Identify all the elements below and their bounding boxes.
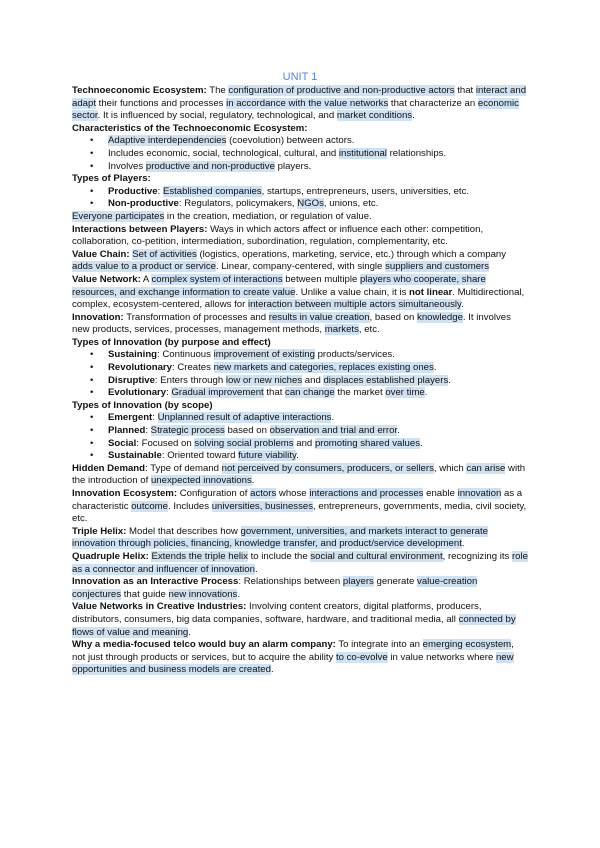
text: Ways in which actors affect or influence each other: competition, collaboration, co-petition, intermediation, subordination, regulation, complementarity, etc.	[72, 223, 484, 248]
text: and	[293, 437, 315, 449]
bold-term: Innovation as an Interactive Process	[72, 576, 239, 588]
highlighted-text: social and cultural environment	[310, 550, 443, 562]
text: :	[152, 412, 158, 424]
text: . It is influenced by social, regulatory, technological, and	[97, 110, 337, 122]
highlighted-text: value-creation conjectures	[72, 576, 478, 600]
text: , unions, etc.	[323, 198, 379, 210]
bold-term: Technoeconomic Ecosystem:	[72, 85, 207, 96]
text: : Creates	[171, 362, 214, 374]
bold-term: Emergent	[108, 412, 153, 424]
text: that guide	[121, 588, 169, 600]
bold-term: Innovation Ecosystem:	[72, 488, 178, 499]
list-item	[72, 450, 528, 463]
highlighted-text: Adaptive interdependencies	[108, 135, 227, 147]
highlighted-text: Established companies	[162, 185, 262, 197]
text: Model that describes how	[126, 525, 241, 537]
text: in the creation, mediation, or regulation of value.	[164, 210, 372, 222]
text: .	[188, 626, 191, 638]
text: .	[254, 563, 258, 575]
highlighted-text: role as a connector and influencer of innovation	[72, 550, 528, 575]
text: and	[302, 374, 324, 386]
text: , etc.	[358, 324, 380, 336]
text: .	[461, 299, 464, 311]
paragraph	[72, 488, 528, 526]
text: , not just through products or services, but to acquire the ability	[72, 639, 514, 663]
text: .	[424, 387, 428, 399]
bullet-list	[72, 135, 528, 173]
paragraph	[72, 337, 528, 350]
highlighted-text: Extends the triple helix	[151, 550, 248, 562]
highlighted-text: observation and trial and error	[269, 425, 398, 437]
highlighted-text: in accordance with the value networks	[226, 97, 389, 109]
text: that characterize an	[388, 97, 478, 109]
bold-term: Innovation:	[72, 311, 124, 323]
highlighted-text: Strategic process	[150, 425, 225, 437]
highlighted-text: can arise	[466, 462, 506, 474]
text: (logistics, operations, marketing, service, etc.) through which a company	[196, 248, 507, 260]
paragraph	[72, 639, 528, 677]
text: A	[140, 273, 152, 285]
bold-term: Characteristics of the Technoeconomic Ecosystem:	[72, 122, 308, 134]
text: products/services.	[314, 349, 395, 361]
text: .	[331, 412, 335, 424]
text: Transformation of processes and	[123, 311, 269, 323]
highlighted-text: adds value to a product or service	[72, 261, 216, 273]
text: : Regulators, policymakers,	[178, 198, 298, 210]
text: The	[206, 85, 229, 96]
highlighted-text: interaction between multiple actors simultaneously	[247, 299, 462, 311]
highlighted-text: low or new niches	[225, 374, 303, 386]
text: Involves	[108, 160, 146, 172]
text: : Type of demand	[145, 462, 222, 474]
text: to include the	[247, 550, 311, 562]
highlighted-text: configuration of productive and non-productive actors	[228, 85, 455, 96]
text: :	[166, 387, 172, 399]
highlighted-text: Gradual improvement	[171, 387, 264, 399]
text: .	[237, 588, 241, 600]
text: :	[145, 425, 151, 437]
text: : Relationships between	[238, 576, 343, 588]
list-item	[72, 161, 528, 174]
highlighted-text: economic sector	[72, 97, 519, 122]
highlighted-text: new markets and categories, replaces existing ones	[213, 362, 434, 374]
text: .	[296, 450, 299, 462]
text: . Linear, company-centered, with single	[216, 261, 386, 273]
text: . Unlike a value chain, it is	[295, 286, 410, 298]
text: their functions and processes	[96, 97, 227, 109]
bold-term: Types of Innovation (by purpose and effect)	[72, 336, 271, 348]
text: .	[412, 110, 415, 122]
text: : Continuous	[157, 349, 214, 361]
text: , recognizing its	[442, 550, 512, 562]
highlighted-text: emerging ecosystem	[422, 639, 512, 651]
bold-term: Sustainable	[108, 450, 162, 462]
bold-term: Triple Helix:	[72, 525, 127, 537]
bold-term: Types of Players:	[72, 173, 151, 185]
text: .	[397, 425, 400, 437]
text: : Focused on	[136, 437, 195, 449]
highlighted-text: unexpected innovations	[150, 475, 252, 487]
highlighted-text: knowledge	[417, 311, 463, 323]
highlighted-text: results in value creation	[268, 311, 370, 323]
highlighted-text: new innovations	[168, 588, 238, 600]
bullet-list	[72, 186, 528, 211]
paragraph	[72, 173, 528, 186]
text: : Enters through	[154, 374, 226, 386]
list-item	[72, 198, 528, 211]
list-item	[72, 362, 528, 375]
unit-title: UNIT 1	[282, 71, 318, 83]
bold-term: Types of Innovation (by scope)	[72, 399, 213, 411]
highlighted-text: over time	[385, 387, 425, 399]
bold-term: Quadruple Helix:	[72, 550, 149, 562]
paragraph	[72, 526, 528, 551]
paragraph	[72, 249, 528, 274]
bold-term: Value Networks in Creative Industries:	[72, 601, 247, 613]
text: that	[454, 85, 476, 96]
paragraph	[72, 463, 528, 488]
text: enable	[423, 488, 458, 499]
text: . Includes	[167, 500, 212, 512]
bold-term: Why a media-focused telco would buy an alarm company:	[72, 639, 336, 651]
paragraph	[72, 123, 528, 136]
highlighted-text: markets	[324, 324, 359, 336]
text: To integrate into an	[335, 639, 423, 651]
paragraph	[72, 400, 528, 413]
bold-term: Non-productive	[108, 198, 179, 210]
highlighted-text: productive and non-productive	[145, 160, 275, 172]
bold-term: Value Network:	[72, 273, 141, 285]
paragraph	[72, 274, 528, 312]
highlighted-text: Set of activities	[132, 248, 197, 260]
highlighted-text: future viability	[238, 450, 297, 462]
bullet-list	[72, 412, 528, 462]
text: . It involves new products, services, processes, management methods,	[72, 311, 511, 336]
paragraph	[72, 312, 528, 337]
paragraph	[72, 576, 528, 601]
bold-term: not linear	[409, 286, 453, 298]
text: , based on	[369, 311, 418, 323]
text: as a characteristic	[72, 488, 523, 512]
highlighted-text: interactions and processes	[309, 488, 424, 499]
bold-term: Interactions between Players:	[72, 223, 208, 235]
highlighted-text: new opportunities and business models are created	[72, 651, 514, 676]
text: .	[251, 475, 255, 487]
highlighted-text: players	[342, 576, 374, 588]
text: whose	[276, 488, 310, 499]
list-item	[72, 387, 528, 400]
highlighted-text: players who cooperate, share resources, and exchange information to create value	[72, 273, 486, 298]
text: that	[263, 387, 286, 399]
list-item	[72, 425, 528, 438]
bullet-list	[72, 349, 528, 399]
list-item	[72, 148, 528, 161]
highlighted-text: can change	[285, 387, 335, 399]
text: the market	[334, 387, 386, 399]
highlighted-text: not perceived by consumers, producers, or sellers	[221, 462, 434, 474]
bold-term: Revolutionary	[108, 362, 172, 374]
text: Configuration of	[177, 488, 251, 499]
text: .	[448, 374, 451, 386]
text: (coevolution) between actors.	[226, 135, 355, 147]
list-item	[72, 438, 528, 451]
highlighted-text: Unplanned result of adaptive interactions	[157, 412, 332, 424]
paragraph	[72, 551, 528, 576]
bold-term: Disruptive	[108, 374, 155, 386]
text: based on	[224, 425, 270, 437]
text: : Oriented toward	[161, 450, 239, 462]
highlighted-text: promoting shared values	[314, 437, 420, 449]
list-item	[72, 349, 528, 362]
paragraph	[72, 85, 528, 123]
paragraph	[72, 224, 528, 249]
bold-term: Social	[108, 437, 137, 449]
highlighted-text: Everyone participates	[72, 210, 165, 222]
text: . Multidirectional, complex, ecosystem-centered, allows for	[72, 286, 525, 311]
text: Involving content creators, digital platforms, producers, distributors, consumers, big data companies, software, hardware, and traditional media, all	[72, 601, 482, 625]
bold-term: Sustaining	[108, 349, 158, 361]
highlighted-text: market conditions	[336, 110, 413, 122]
highlighted-text: institutional	[338, 147, 387, 159]
text: .	[433, 362, 437, 374]
bold-term: Planned	[108, 425, 146, 437]
list-item	[72, 412, 528, 425]
text: relationships.	[386, 147, 447, 159]
bold-term: Evolutionary	[108, 387, 167, 399]
list-item	[72, 135, 528, 148]
text: :	[157, 185, 163, 197]
text: generate	[373, 576, 418, 588]
highlighted-text: universities, businesses	[211, 500, 314, 512]
highlighted-text: complex system of interactions	[151, 273, 283, 285]
highlighted-text: innovation	[457, 488, 502, 499]
paragraph	[72, 601, 528, 639]
highlighted-text: connected by flows of value and meaning	[72, 613, 516, 638]
bold-term: Productive	[108, 185, 158, 197]
text: players.	[274, 160, 312, 172]
list-item	[72, 186, 528, 199]
text: Includes economic, social, technological, cultural, and	[108, 147, 339, 159]
bold-term: Hidden Demand	[72, 462, 146, 474]
highlighted-text: NGOs	[297, 198, 324, 210]
highlighted-text: displaces established players	[323, 374, 449, 386]
text: .	[420, 437, 423, 449]
highlighted-text: outcome	[131, 500, 168, 512]
paragraph	[72, 211, 528, 224]
text: between multiple	[282, 273, 360, 285]
text: , entrepreneurs, governments, media, civil society, etc.	[72, 500, 527, 525]
text: with the introduction of	[72, 462, 526, 487]
text: .	[270, 664, 274, 676]
text: , startups, entrepreneurs, users, universities, etc.	[261, 185, 470, 197]
highlighted-text: to co-evolve	[335, 651, 388, 663]
highlighted-text: government, universities, and markets interact to generate innovation through policies, financing, knowledge transfer, and product/service development	[72, 525, 488, 550]
highlighted-text: improvement of existing	[213, 349, 315, 361]
list-item	[72, 375, 528, 388]
highlighted-text: interact and adapt	[72, 85, 527, 109]
highlighted-text: solving social problems	[194, 437, 294, 449]
document-body	[72, 71, 528, 677]
bold-term: Value Chain:	[72, 248, 130, 260]
document-content	[72, 85, 528, 677]
text: .	[461, 538, 465, 550]
highlighted-text: suppliers and customers	[385, 261, 490, 273]
text: , which	[433, 462, 467, 474]
text: in value networks where	[387, 651, 496, 663]
highlighted-text: actors	[250, 488, 277, 499]
